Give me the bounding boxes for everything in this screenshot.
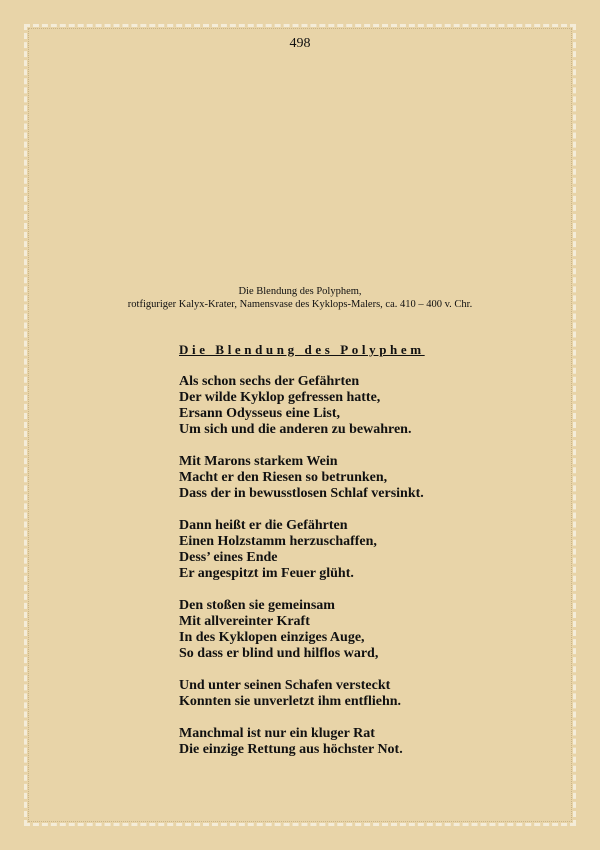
poem-line: Dass der in bewusstlosen Schlaf versinkt.: [179, 486, 424, 501]
poem-line: Mit allvereinter Kraft: [179, 614, 310, 629]
poem-line: Als schon sechs der Gefährten: [179, 374, 360, 389]
poem-line: Ersann Odysseus eine List,: [179, 406, 341, 421]
poem-line: Konnten sie unverletzt ihm entfliehn.: [179, 694, 402, 709]
caption-line-2: rotfiguriger Kalyx-Krater, Namensvase des Kyklops-Malers, ca. 410 – 400 v. Chr.: [127, 299, 473, 310]
caption-line-1: Die Blendung des Polyphem,: [238, 286, 362, 297]
poem-line: Manchmal ist nur ein kluger Rat: [179, 726, 375, 741]
poem-line: Den stoßen sie gemeinsam: [179, 598, 335, 613]
poem-line: Dess’ eines Ende: [179, 550, 278, 565]
poem-title: Die Blendung des Polyphem: [179, 342, 425, 357]
poem-line: Der wilde Kyklop gefressen hatte,: [179, 390, 381, 405]
page-number: 498: [289, 36, 311, 51]
poem: [179, 342, 559, 774]
poem-line: Dann heißt er die Gefährten: [179, 518, 348, 533]
poem-line: Er angespitzt im Feuer glüht.: [179, 566, 354, 581]
stanza-6: [179, 726, 559, 758]
poem-line: Mit Marons starkem Wein: [179, 454, 338, 469]
stanza-4: [179, 598, 559, 662]
poem-line: Und unter seinen Schafen versteckt: [179, 678, 391, 693]
poem-line: Die einzige Rettung aus höchster Not.: [179, 742, 403, 757]
poem-line: Einen Holzstamm herzuschaffen,: [179, 534, 377, 549]
poem-line: So dass er blind und hilflos ward,: [179, 646, 379, 661]
stanza-1: [179, 374, 559, 438]
stanza-5: [179, 678, 559, 710]
poem-line: In des Kyklopen einziges Auge,: [179, 630, 365, 645]
poem-line: Macht er den Riesen so betrunken,: [179, 470, 388, 485]
stanza-3: [179, 518, 559, 582]
stanza-2: [179, 454, 559, 502]
image-caption: [0, 285, 600, 311]
poem-line: Um sich und die anderen zu bewahren.: [179, 422, 412, 437]
